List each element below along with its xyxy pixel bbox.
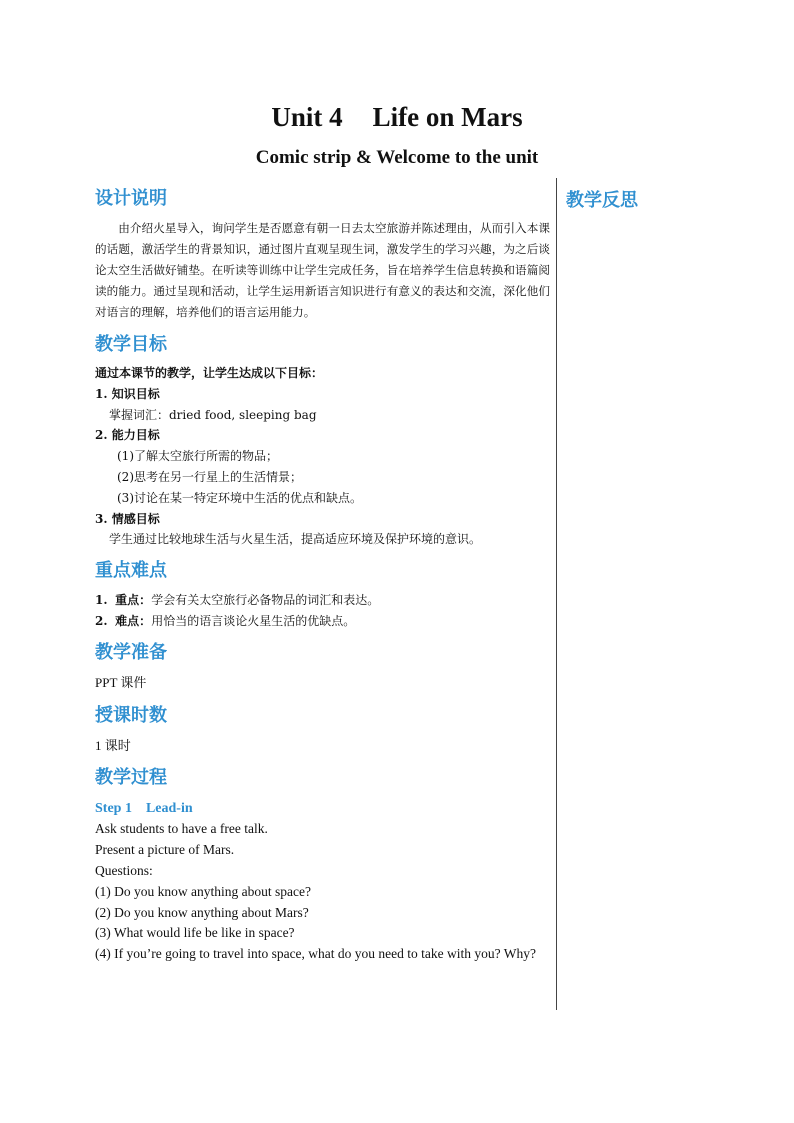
hours-text: 1 课时 (95, 737, 131, 753)
design-paragraph: 由介绍火星导入，询问学生是否愿意有朝一日去太空旅游并陈述理由，从而引入本课的话题，激活学生的背景知识，通过图片直观呈现生词，激发学生的学习兴趣，为之后谈论太空生活做好铺垫。在听读等训练中让学生完成任务，旨在培养学生信息转换和语篇阅读的能力。通过呈现和活动，让学生运用新语言知识进行有意义的表达和交流，深化他们对语言的理解，培养他们的语言运用能力。 (95, 221, 550, 319)
reflection-heading: 教学反思 (566, 190, 638, 211)
question-item: (2) Do you know anything about Mars? (95, 904, 309, 920)
question-item: (1) Do you know anything about space? (95, 883, 311, 899)
ability-goal-heading: 2. 能力目标 (95, 428, 160, 443)
lesson-plan-main (95, 186, 550, 965)
design-heading: 设计说明 (95, 188, 167, 209)
emotion-goal-item: 学生通过比较地球生活与火星生活，提高适应环境及保护环境的意识。 (109, 532, 482, 547)
emotion-goal-heading: 3. 情感目标 (95, 511, 160, 526)
key-point-text: 用恰当的语言谈论火星生活的优缺点。 (151, 613, 356, 628)
step-label: Step 1 (95, 801, 132, 817)
column-divider (556, 178, 557, 1010)
preparation-heading: 教学准备 (95, 641, 167, 663)
ability-goal-item: (3)讨论在某一特定环境中生活的优点和缺点。 (117, 490, 362, 505)
preparation-text: PPT 课件 (95, 674, 147, 690)
knowledge-goal-heading: 1. 知识目标 (95, 386, 160, 401)
key-point-number: 2. (95, 613, 108, 628)
process-heading: 教学过程 (95, 767, 167, 789)
unit-topic: Life on Mars (372, 102, 523, 132)
ability-goal-item: (1)了解太空旅行所需的物品； (117, 449, 278, 464)
unit-title (0, 99, 794, 135)
key-point-label: 难点： (115, 613, 152, 628)
hours-heading: 授课时数 (95, 704, 167, 726)
key-point-item (95, 590, 550, 611)
key-point-label: 重点： (115, 593, 152, 608)
key-point-item (95, 611, 550, 632)
process-line: Ask students to have a free talk. (95, 821, 268, 837)
goals-intro: 通过本课节的教学，让学生达成以下目标： (95, 366, 324, 380)
question-item: (4) If you’re going to travel into space, what do you need to take with you? Why? (95, 946, 536, 962)
key-point-text: 学会有关太空旅行必备物品的词汇和表达。 (151, 593, 380, 608)
ability-goal-item: (2)思考在另一行星上的生活情景； (117, 469, 302, 484)
key-points-heading: 重点难点 (95, 560, 167, 582)
process-line: Questions: (95, 862, 153, 878)
question-item: (3) What would life be like in space? (95, 925, 295, 941)
knowledge-goal-item: 掌握词汇：dried food, sleeping bag (109, 407, 317, 422)
unit-number: Unit 4 (271, 102, 343, 132)
lesson-subtitle: Comic strip & Welcome to the unit (255, 147, 539, 168)
key-point-number: 1. (95, 593, 108, 608)
process-line: Present a picture of Mars. (95, 842, 235, 858)
goals-heading: 教学目标 (95, 334, 167, 355)
step-name: Lead-in (145, 801, 193, 817)
step-heading (95, 798, 550, 819)
